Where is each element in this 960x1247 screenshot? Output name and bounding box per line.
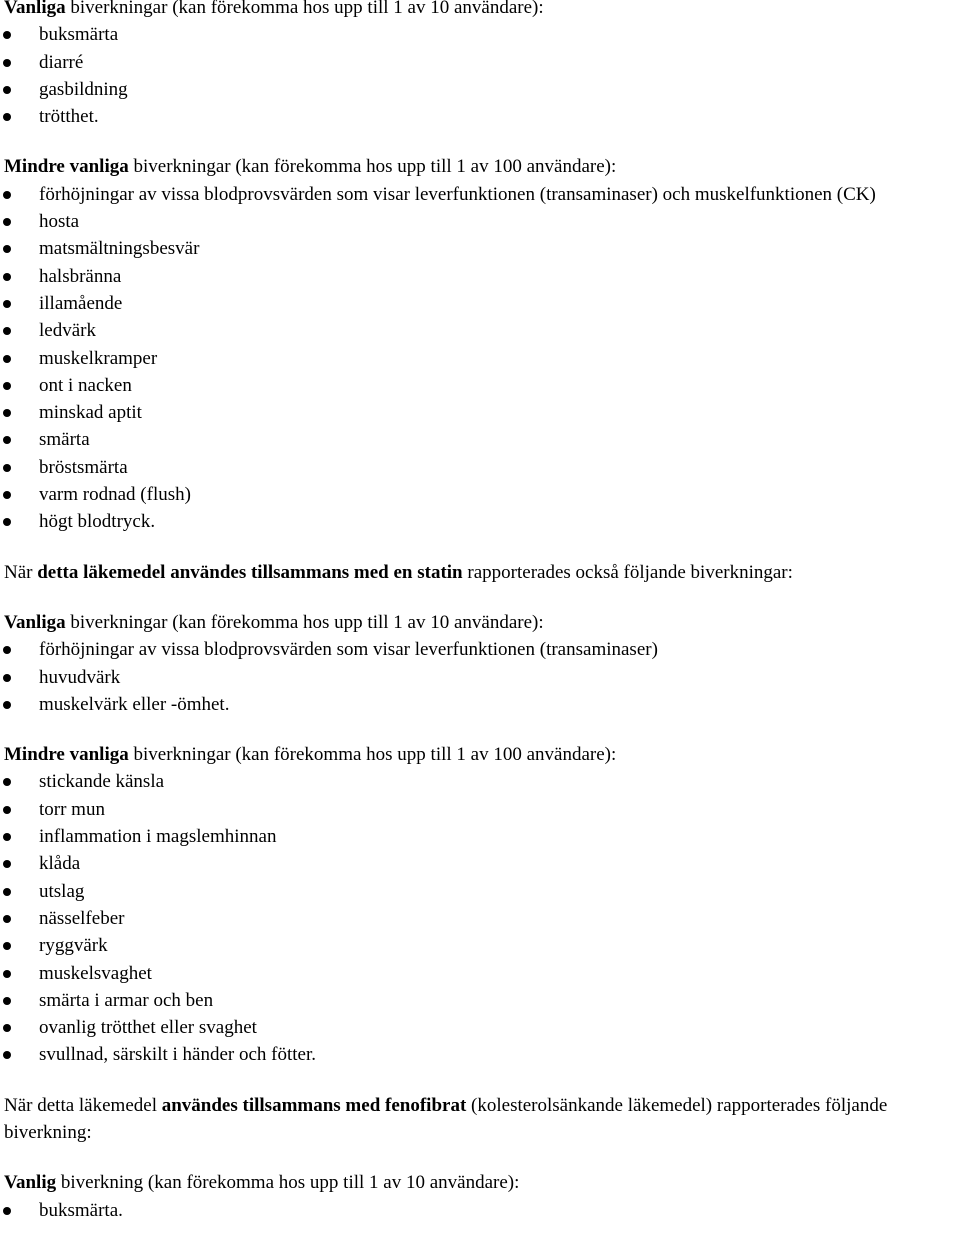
heading-text: biverkningar (kan förekomma hos upp till 1 av 100 användare): — [128, 744, 617, 766]
bullet-icon — [3, 273, 11, 281]
bullet-icon — [3, 674, 11, 682]
bullet-icon — [3, 806, 11, 814]
list-item — [4, 768, 960, 795]
heading-text: biverkningar (kan förekomma hos upp till 1 av 10 användare): — [65, 611, 544, 633]
list-item — [4, 103, 960, 130]
list-item-text: nässelfeber — [39, 907, 125, 929]
bullet-icon — [3, 409, 11, 417]
bullet-icon — [3, 86, 11, 94]
bullet-icon — [3, 191, 11, 199]
paragraph-emphasis: användes tillsammans med fenofibrat — [161, 1094, 467, 1116]
list-item-text: klåda — [39, 853, 81, 875]
list-item-text: hosta — [39, 211, 80, 233]
list-item — [4, 796, 960, 823]
list-item — [4, 905, 960, 932]
list-item — [4, 454, 960, 481]
section-statin-common-side-effects — [4, 609, 960, 718]
bullet-icon — [3, 701, 11, 709]
bullet-icon — [3, 436, 11, 444]
list-item — [4, 399, 960, 426]
list-item-text: matsmältningsbesvär — [39, 238, 200, 260]
side-effect-list — [4, 768, 960, 1068]
list-item — [4, 208, 960, 235]
list-item-text: smärta — [39, 429, 90, 451]
list-item — [4, 850, 960, 877]
list-item-text: stickande känsla — [39, 771, 165, 793]
list-item — [4, 987, 960, 1014]
list-item — [4, 691, 960, 718]
paragraph-text: När — [4, 561, 38, 583]
paragraph-text: rapporterades också följande biverkningar: — [462, 561, 793, 583]
section-statin-uncommon-side-effects — [4, 741, 960, 1069]
list-item-text: ryggvärk — [39, 935, 108, 957]
list-item — [4, 49, 960, 76]
heading-emphasis: Mindre vanliga — [4, 744, 129, 766]
list-item-text: huvudvärk — [39, 666, 121, 688]
bullet-icon — [3, 860, 11, 868]
bullet-icon — [3, 327, 11, 335]
heading-text: biverkning (kan förekomma hos upp till 1 av 10 användare): — [56, 1172, 520, 1194]
list-item — [4, 263, 960, 290]
heading-text: biverkningar (kan förekomma hos upp till 1 av 100 användare): — [128, 156, 617, 178]
heading-emphasis: Mindre vanliga — [4, 156, 129, 178]
bullet-icon — [3, 218, 11, 226]
section-fenofibrate-common-side-effect — [4, 1169, 960, 1224]
list-item-text: förhöjningar av vissa blodprovsvärden som visar leverfunktionen (transaminaser) — [39, 639, 658, 661]
list-item — [4, 426, 960, 453]
list-item-text: varm rodnad (flush) — [39, 484, 191, 506]
list-item-text: trötthet. — [39, 106, 99, 128]
bullet-icon — [3, 778, 11, 786]
bullet-icon — [3, 518, 11, 526]
heading-emphasis: Vanliga — [4, 611, 66, 633]
list-item-text: illamående — [39, 292, 123, 314]
list-item — [4, 372, 960, 399]
bullet-icon — [3, 1024, 11, 1032]
paragraph-text: När detta läkemedel — [4, 1094, 162, 1116]
bullet-icon — [3, 997, 11, 1005]
section-heading — [4, 0, 960, 21]
bullet-icon — [3, 1051, 11, 1059]
list-item — [4, 21, 960, 48]
side-effect-list — [4, 21, 960, 130]
list-item-text: buksmärta — [39, 24, 119, 46]
list-item — [4, 481, 960, 508]
list-item — [4, 508, 960, 535]
side-effect-list — [4, 1197, 960, 1224]
list-item-text: gasbildning — [39, 78, 128, 100]
bullet-icon — [3, 942, 11, 950]
list-item — [4, 181, 960, 208]
bullet-icon — [3, 888, 11, 896]
list-item-text: buksmärta. — [39, 1199, 123, 1221]
bullet-icon — [3, 59, 11, 67]
list-item — [4, 823, 960, 850]
bullet-icon — [3, 300, 11, 308]
list-item-text: bröstsmärta — [39, 456, 128, 478]
bullet-icon — [3, 355, 11, 363]
list-item-text: inflammation i magslemhinnan — [39, 826, 277, 848]
statin-intro-paragraph — [4, 559, 960, 586]
list-item-text: förhöjningar av vissa blodprovsvärden som visar leverfunktionen (transaminaser) och muskelfunktionen (CK) — [39, 183, 876, 205]
list-item — [4, 878, 960, 905]
bullet-icon — [3, 915, 11, 923]
list-item-text: diarré — [39, 51, 84, 73]
heading-emphasis: Vanlig — [4, 1172, 57, 1194]
side-effect-list — [4, 636, 960, 718]
bullet-icon — [3, 382, 11, 390]
list-item — [4, 932, 960, 959]
list-item-text: torr mun — [39, 798, 105, 820]
list-item — [4, 636, 960, 663]
list-item — [4, 345, 960, 372]
list-item-text: ovanlig trötthet eller svaghet — [39, 1017, 257, 1039]
list-item — [4, 1014, 960, 1041]
list-item-text: minskad aptit — [39, 402, 142, 424]
list-item-text: utslag — [39, 880, 85, 902]
list-item — [4, 960, 960, 987]
side-effect-list — [4, 181, 960, 536]
list-item-text: muskelkramper — [39, 347, 158, 369]
fenofibrate-intro-paragraph — [4, 1092, 960, 1147]
list-item-text: muskelsvaghet — [39, 962, 152, 984]
list-item — [4, 235, 960, 262]
bullet-icon — [3, 646, 11, 654]
bullet-icon — [3, 970, 11, 978]
bullet-icon — [3, 1207, 11, 1215]
bullet-icon — [3, 833, 11, 841]
list-item — [4, 317, 960, 344]
list-item-text: ont i nacken — [39, 374, 132, 396]
heading-text: biverkningar (kan förekomma hos upp till 1 av 10 användare): — [65, 0, 544, 18]
list-item-text: svullnad, särskilt i händer och fötter. — [39, 1044, 317, 1066]
list-item — [4, 290, 960, 317]
list-item-text: muskelvärk eller -ömhet. — [39, 693, 230, 715]
list-item-text: halsbränna — [39, 265, 122, 287]
section-heading — [4, 1169, 960, 1196]
section-common-side-effects — [4, 0, 960, 130]
list-item-text: högt blodtryck. — [39, 511, 156, 533]
paragraph-text: (kolesterolsänkande läkemedel) rapporterades följande biverkning: — [4, 1094, 888, 1143]
list-item — [4, 76, 960, 103]
bullet-icon — [3, 245, 11, 253]
bullet-icon — [3, 113, 11, 121]
section-heading — [4, 609, 960, 636]
paragraph-emphasis: detta läkemedel användes tillsammans med en statin — [37, 561, 463, 583]
bullet-icon — [3, 31, 11, 39]
document-page — [4, 0, 960, 1247]
section-uncommon-side-effects — [4, 153, 960, 535]
list-item-text: smärta i armar och ben — [39, 989, 214, 1011]
bullet-icon — [3, 491, 11, 499]
section-heading — [4, 153, 960, 180]
list-item — [4, 664, 960, 691]
list-item — [4, 1197, 960, 1224]
list-item-text: ledvärk — [39, 320, 96, 342]
heading-emphasis: Vanliga — [4, 0, 66, 18]
section-heading — [4, 741, 960, 768]
list-item — [4, 1041, 960, 1068]
bullet-icon — [3, 464, 11, 472]
